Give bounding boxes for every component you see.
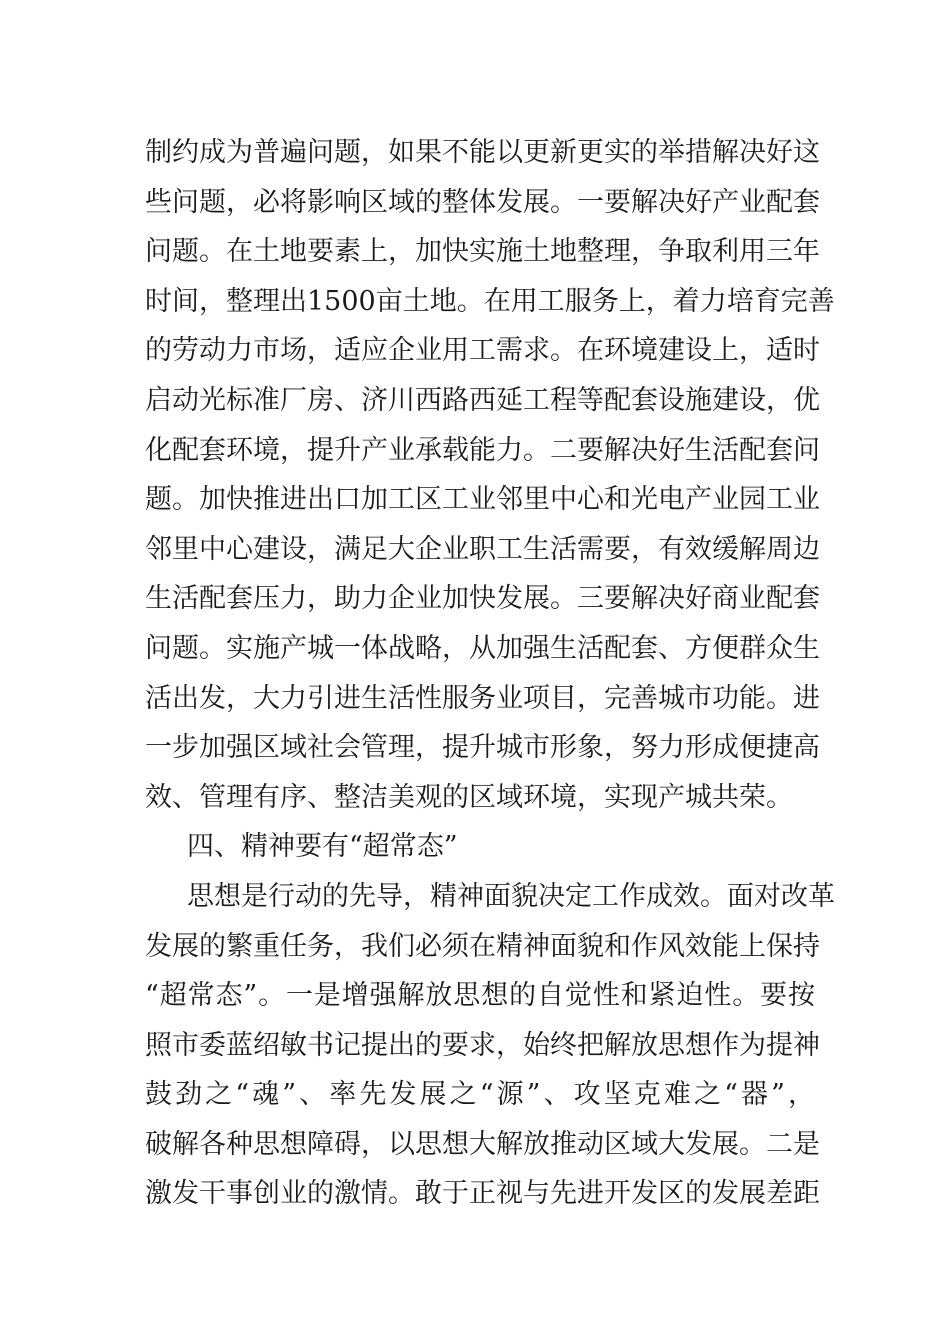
- section-heading: 四、精神要有“超常态”: [187, 831, 458, 863]
- document-body: [145, 128, 835, 1219]
- text-line: 题。加快推进出口加工区工业邻里中心和光电产业园工业: [145, 484, 820, 516]
- text-line: 破解各种思想障碍，以思想大解放推动区域大发展。二是: [145, 1128, 820, 1160]
- text-line: 问题。实施产城一体战略，从加强生活配套、方便群众生: [145, 632, 820, 664]
- text-line: “超常态”。一是增强解放思想的自觉性和紧迫性。要按: [145, 980, 815, 1012]
- paragraph-first-line: 思想是行动的先导，精神面貌决定工作成效。面对改革: [187, 880, 835, 912]
- text-line: 生活配套压力，助力企业加快发展。三要解决好商业配套: [145, 583, 820, 615]
- text-line: 发展的繁重任务，我们必须在精神面貌和作风效能上保持: [145, 930, 820, 962]
- text-line: 鼓劲之“魂”、率先发展之“源”、攻坚克难之“器”，: [145, 1079, 815, 1111]
- text-line: 些问题，必将影响区域的整体发展。一要解决好产业配套: [145, 186, 820, 218]
- text-line: 一步加强区域社会管理，提升城市形象，努力形成便捷高: [145, 732, 820, 764]
- text-line: 制约成为普遍问题，如果不能以更新更实的举措解决好这: [145, 137, 820, 168]
- text-line: 照市委蓝绍敏书记提出的要求，始终把解放思想作为提神: [145, 1029, 820, 1061]
- text-line: 邻里中心建设，满足大企业职工生活需要，有效缓解周边: [145, 533, 820, 565]
- text-line: 问题。在土地要素上，加快实施土地整理，争取利用三年: [145, 236, 820, 268]
- text-line: 化配套环境，提升产业承载能力。二要解决好生活配套问: [145, 434, 820, 466]
- text-line: 时间，整理出1500亩土地。在用工服务上，着力培育完善: [145, 285, 835, 317]
- text-line: 启动光标准厂房、济川西路西延工程等配套设施建设，优: [145, 384, 820, 416]
- paragraph-end-line: 效、管理有序、整洁美观的区域环境，实现产城共荣。: [145, 781, 793, 813]
- text-line: 活出发，大力引进生活性服务业项目，完善城市功能。进: [145, 682, 820, 714]
- text-line: 的劳动力市场，适应企业用工需求。在环境建设上，适时: [145, 335, 820, 367]
- text-line: 激发干事创业的激情。敢于正视与先进开发区的发展差距: [145, 1178, 820, 1210]
